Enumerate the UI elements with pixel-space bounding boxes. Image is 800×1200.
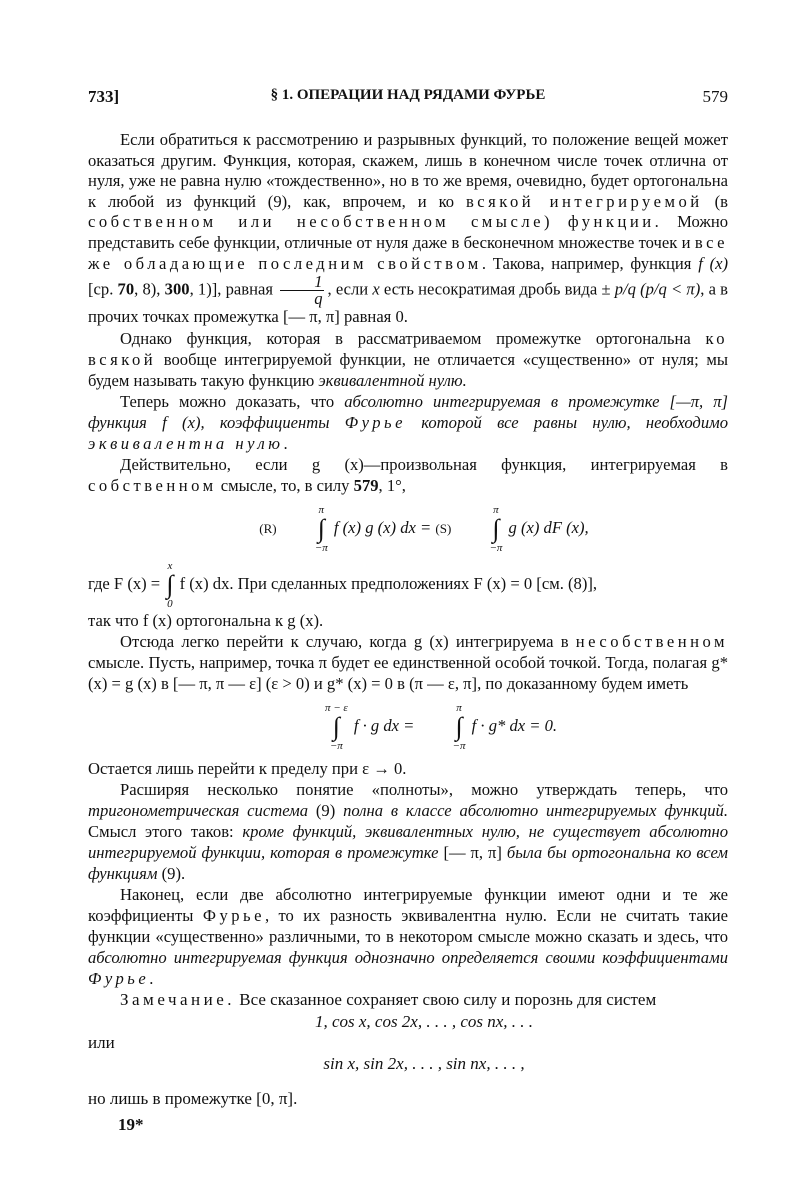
- cosine-system: 1, cos x, cos 2x, . . . , cos nx, . . .: [314, 1011, 534, 1031]
- section-marker: 733]: [88, 87, 120, 106]
- paragraph-improper: Отсюда легко перейти к случаю, когда g (x) интегрируема в несобственном смысле. Пусть, например, точка π будет ее единственной особой точкой. Тогда, полагая g* (x) = g (x) в [— π, π — ε] (ε > 0) и g* (x) = 0 в (π — ε, π], по доказанному будем иметь: [88, 631, 728, 693]
- paragraph-discontinuous-functions: Если обратиться к рассмотрению и разрывных функций, то положение вещей может оказаться другим. Функция, которая, скажем, лишь в конечном числе точек отлична от нуля, уже не равна нулю «тождественно», но в то же время, очевидно, будет ортогональна к любой из функций (9), как, впрочем, и ко всякой интегрируемой (в собственном или несобственном смысле) функции. Можно представить себе функции, отличные от нуля даже в бесконечном множестве точек и все же обладающие последним свойством. Такова, например, функция f (x) [ср. 70, 8), 300, 1)], равная $\frac{1}{q}$ , если x есть несократимая дробь вида ± p/q (p/q < π), а в прочих точках промежутка [— π, π] равная 0.: [88, 130, 729, 327]
- integral-sign: x ∫ 0: [166, 559, 174, 610]
- page-number: 579: [702, 87, 728, 106]
- paragraph-uniqueness: Наконец, если две абсолютно интегрируемые функции имеют одни и те же коэффициенты Фурье, то их разность эквивалентна нулю. Если не считать такие функции «существенно» различными, то в некотором смысле можно сказать и здесь, что абсолютно интегрируемая функция однозначно определяется своими коэффициентами Фурье.: [88, 884, 728, 988]
- integral-sign: π − ε ∫ −π: [324, 701, 348, 752]
- remark-paragraph: Замечание. Все сказанное сохраняет свою силу и порознь для систем: [120, 989, 657, 1009]
- formula-integral-equality: (R) π ∫ −π f (x) g (x) dx = (S) π ∫ −π g (x) dF (x),: [259, 503, 589, 554]
- remark-tail: но лишь в промежутке [0, π].: [88, 1088, 298, 1108]
- paragraph-limit: Остается лишь перейти к пределу при ε → 0.: [88, 758, 407, 778]
- signature-mark: 19*: [118, 1115, 144, 1134]
- integral-sign: π ∫ −π: [489, 503, 503, 554]
- main-text: [88, 130, 728, 1109]
- remark-or: или: [88, 1032, 115, 1052]
- paragraph-equivalent-zero: Однако функция, которая в рассматриваемом промежутке ортогональна ко всякой вообще интегрируемой функции, не отличается «существенно» от нуля; мы будем называть такую функцию эквивалентной нулю.: [88, 328, 728, 390]
- running-header: [88, 87, 728, 113]
- integral-sign: π ∫ −π: [314, 503, 328, 554]
- fraction-1-over-q: $\frac{1}{q}$: [280, 274, 324, 307]
- paragraph-theorem: Теперь можно доказать, что абсолютно интегрируемая в промежутке [—π, π] функция f (x), коэффициенты Фурье которой все равны нулю, необходимо эквивалентна нулю.: [88, 391, 728, 453]
- sine-system: sin x, sin 2x, . . . , sin nx, . . . ,: [323, 1053, 525, 1073]
- formula-improper-integral: π − ε ∫ −π f · g dx = π ∫ −π f · g* dx = 0.: [88, 702, 728, 752]
- paragraph-completeness: Расширяя несколько понятие «полноты», можно утверждать теперь, что тригонометрическая система (9) полна в классе абсолютно интегрируемых функций. Смысл этого таков: кроме функций, эквивалентных нулю, не существует абсолютно интегрируемой функции, которая в промежутке [— π, π] была бы ортогональна ко всем функциям (9).: [88, 779, 729, 883]
- paragraph-proof: Действительно, если g (x)—произвольная функция, интегрируемая в собственном смысле, то, в силу 579, 1°,: [88, 454, 728, 495]
- paragraph-where-F: где F (x) = x ∫ 0 f (x) dx. При сделанных предположениях F (x) = 0 [см. (8)],: [88, 559, 598, 610]
- integral-sign: π ∫ −π: [452, 701, 466, 752]
- remark-label: Замечание.: [120, 989, 236, 1009]
- paragraph-orthogonal: так что f (x) ортогональна к g (x).: [88, 610, 324, 630]
- chapter-title: § 1. ОПЕРАЦИИ НАД РЯДАМИ ФУРЬЕ: [270, 87, 546, 103]
